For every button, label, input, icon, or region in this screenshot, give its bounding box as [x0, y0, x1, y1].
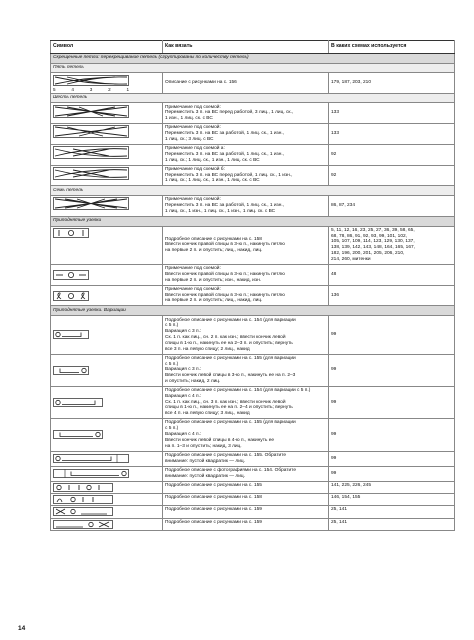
how-text: Подробное описание с рисунками на с. 155 (для вариации с 5 п.) Вариация с 4 п.: Ввести кончик левой спицы в 4-ю п., накинуть ее на п. 1–3 и опустить; накид, 3 лиц. [165, 420, 296, 449]
knot-variation-icon [53, 430, 103, 439]
how-cell [163, 493, 329, 505]
symbol-five-cross [51, 73, 163, 93]
crossed-stitches-icon [53, 125, 129, 138]
schemes-cell [329, 481, 455, 493]
how-text: Примечание под схемой a: Переместить 3 п. на ВС за работой, 1 лиц. ск., 1 изн., 1 лиц. ск.; 1 лиц. ск., 1 изн., 1 лиц. ск. с ВС [165, 146, 285, 163]
schemes-text: 133 [331, 110, 340, 116]
schemes-text: 99 [331, 367, 337, 373]
schemes-cell [329, 103, 455, 124]
symbol-variation-4b [51, 419, 163, 451]
how-text: Примечание под схемой: Ввести кончик правой спицы в 3-ю п.; накинуть петлю на первые 2 п. и опустить; изн., накид, изн. [165, 266, 285, 283]
schemes-text: 92 [331, 172, 337, 178]
stitch-number: 3 [89, 86, 93, 92]
section-seven: Семь петель [51, 186, 455, 196]
how-text: Примечание под схемой: Ввести кончик правой спицы в 3-ю п.; накинуть петлю на первые 2 п. и опустить; лиц., накид, лиц. [165, 286, 285, 304]
how-cell [163, 285, 329, 306]
how-text: Примечание под схемой: Переместить 3 п. на ВС за работой, 1 лиц. ск., 1 изн., 1 лиц. ск., 1 изн., 1 лиц. ск., 1 изн., 1 лиц. ск. с ВС [165, 197, 285, 214]
how-cell [163, 451, 329, 466]
header-symbol: Символ [51, 41, 163, 54]
how-cell [163, 481, 329, 493]
schemes-cell [329, 195, 455, 216]
how-text: Подробное описание с рисунками на с. 155 (для вариации с 5 п.) Вариация с 3 п.: Ввести кончик левой спицы в 3-ю п., накинуть ее на п. 2–3 и опустить; накид, 2 лиц. [165, 355, 296, 384]
how-text: Подробное описание с рисунками на с. 154 (для вариации с 5 п.) Вариация с 3 п.: Ск. 1 п. как лиц., сн. 2 п. как изн.; ввести кончик левой спицы в 1-ю п., накинуть ее на 2–3 п. и опустить; вернуть все 3 п. на левую спицу; 2 лиц., накид [165, 317, 296, 352]
knot-sequence-icon [53, 495, 113, 504]
how-cell [163, 316, 329, 354]
schemes-text: 99 [331, 399, 337, 405]
symbol-raised-knot-purl [51, 264, 163, 285]
schemes-text: 99 [331, 470, 337, 476]
symbol-knot-wide-2 [51, 493, 163, 505]
schemes-text: 25, 141 [331, 507, 348, 513]
schemes-cell [329, 165, 455, 186]
schemes-cell [329, 354, 455, 386]
symbols-table [50, 40, 455, 531]
symbol-variation-wide-a [51, 451, 163, 466]
schemes-cell [329, 73, 455, 93]
symbol-six-cross-b [51, 124, 163, 145]
schemes-cell [329, 316, 455, 354]
table-row [51, 466, 455, 481]
knot-cross-icon [53, 507, 113, 516]
how-cell [163, 466, 329, 481]
table-row [51, 124, 455, 145]
how-cell [163, 518, 329, 530]
stitch-numbers [53, 87, 129, 92]
how-cell [163, 144, 329, 165]
schemes-text: 5, 11, 12, 16, 23, 25, 27, 36, 39, 58, 65, 68, 78, 86, 91, 92, 93, 99, 101, 102, 105, 107, 109, 114, 123, 129, 130, 137, 138, 139, 142, 143, 148, 164, 165, 167, 182, 196, 200, 201, 205, 206, 210, 214, 260, митенки [331, 227, 416, 262]
raised-knot-icon [53, 228, 89, 238]
how-cell [163, 195, 329, 216]
how-cell [163, 386, 329, 418]
symbol-knot-cross-2 [51, 518, 163, 530]
symbol-six-cross-c [51, 144, 163, 165]
symbol-seven-cross [51, 195, 163, 216]
knot-sequence-icon [53, 483, 113, 492]
table-row [51, 451, 455, 466]
schemes-cell [329, 144, 455, 165]
symbol-six-cross [51, 103, 163, 124]
table-row [51, 316, 455, 354]
schemes-cell [329, 124, 455, 145]
table-row [51, 481, 455, 493]
crossed-stitches-icon [53, 105, 129, 118]
section-raised: Приподнятые узелки [51, 216, 455, 226]
how-text: Подробное описание с рисунками на с. 154 (для вариации с 5 п.) Вариация с 4 п.: Ск. 1 п. как лиц., сн. 3 п. как изн.; ввести кончик левой спицы в 1-ю п., накинуть ее на п. 2–4 и опустить; вернуть все 4 п. на левую спицу; 3 лиц., накид [165, 388, 311, 417]
how-text: Примечание под схемой: Переместить 3 п. на ВС за работой, 1 лиц. ск., 1 изн., 1 лиц. ск.; 3 лиц. с ВС [165, 125, 285, 142]
table-row [51, 195, 455, 216]
stitch-number: 5 [53, 86, 56, 92]
how-cell [163, 419, 329, 451]
schemes-cell [329, 506, 455, 518]
how-cell [163, 264, 329, 285]
knot-variation-icon [53, 366, 89, 375]
table-row [51, 506, 455, 518]
table-row [51, 354, 455, 386]
symbol-knot-cross-1 [51, 506, 163, 518]
schemes-cell [329, 493, 455, 505]
knot-variation-icon [53, 398, 103, 407]
how-cell [163, 103, 329, 124]
schemes-cell [329, 451, 455, 466]
schemes-text: 99 [331, 455, 337, 461]
table-row [51, 285, 455, 306]
crossed-stitches-icon [53, 167, 129, 180]
table-row [51, 518, 455, 530]
schemes-text: 25, 141 [331, 519, 348, 525]
symbol-six-cross-d [51, 165, 163, 186]
symbol-variation-4a [51, 386, 163, 418]
schemes-text: 136 [331, 292, 340, 298]
table-row [51, 144, 455, 165]
how-cell [163, 226, 329, 264]
knot-variation-icon [53, 469, 129, 478]
schemes-text: 99 [331, 332, 337, 338]
how-text: Подробное описание с рисунками на с. 155. Обратите внимание: пустой квадратик — лиц. [165, 452, 287, 464]
stitch-number: 1 [126, 86, 129, 92]
schemes-cell [329, 285, 455, 306]
knot-variation-icon [53, 454, 129, 463]
how-cell [163, 165, 329, 186]
table-row [51, 103, 455, 124]
how-text: Описание с рисунками на с. 156 [165, 80, 237, 86]
symbol-raised-knot-knit [51, 226, 163, 264]
crossed-stitches-icon [53, 146, 129, 159]
how-cell [163, 124, 329, 145]
schemes-text: 179, 187, 203, 210 [331, 80, 372, 86]
how-text: Примечание под схемой б: Переместить 3 п. на ВС перед работой, 1 лиц. ск., 1 изн., 1 лиц. ск.; 1 лиц. ск., 1 изн., 1 лиц. ск. с ВС [165, 166, 293, 184]
header-schemes: В каких схемах используется [329, 41, 455, 54]
symbol-variation-wide-b [51, 466, 163, 481]
how-cell [163, 506, 329, 518]
raised-knot-purl-icon [53, 270, 89, 280]
how-text: Подробное описание с рисунками на с. 155 [165, 482, 262, 488]
stitch-number: 2 [108, 86, 111, 92]
section-raised-variations: Приподнятые узелки. Вариации [51, 306, 455, 316]
schemes-cell [329, 226, 455, 264]
table-row [51, 264, 455, 285]
schemes-text: 86, 87, 234 [331, 202, 356, 208]
table-header [51, 41, 455, 54]
schemes-text: 133 [331, 131, 340, 137]
how-text: Подробное описание с рисунками на с. 159 [165, 507, 262, 513]
schemes-text: 99 [331, 432, 337, 438]
crossed-stitches-icon [53, 197, 129, 210]
section-five: Пять петель [51, 63, 455, 73]
schemes-text: 92 [331, 151, 337, 157]
schemes-cell [329, 419, 455, 451]
table-row [51, 386, 455, 418]
table-row [51, 419, 455, 451]
knot-cross-icon [53, 520, 113, 529]
how-text: Подробное описание с рисунками на с. 158 [165, 495, 262, 501]
table-row [51, 165, 455, 186]
how-text: Подробное описание с фотографиями на с. 154. Обратите внимание: пустой квадратик — лиц. [165, 467, 296, 479]
how-text: Примечание под схемой: Переместить 3 п. на ВС перед работой, 3 лиц., 1 лиц. ск., 1 изн., 1 лиц. ск. с ВС [165, 104, 294, 122]
schemes-text: 48 [331, 271, 337, 277]
how-cell [163, 354, 329, 386]
table-row [51, 73, 455, 93]
symbol-knot-wide-1 [51, 481, 163, 493]
crossed-stitches-icon [53, 75, 129, 86]
schemes-cell [329, 466, 455, 481]
how-cell [163, 73, 329, 93]
raised-knot-twisted-icon [53, 291, 89, 301]
schemes-text: 141, 225, 226, 245 [331, 482, 372, 488]
table-row [51, 226, 455, 264]
page-number: 14 [18, 625, 26, 632]
schemes-cell [329, 386, 455, 418]
symbol-variation-3b [51, 354, 163, 386]
how-text: Подробное описание с рисунками на с. 159 [165, 519, 262, 525]
header-how: Как вязать [163, 41, 329, 54]
table-row [51, 493, 455, 505]
schemes-text: 146, 154, 155 [331, 495, 361, 501]
schemes-cell [329, 264, 455, 285]
stitch-number: 4 [71, 86, 74, 92]
knot-variation-icon [53, 330, 89, 339]
how-text: Подробное описание с рисунками на с. 158 Ввести кончик правой спицы в 3-ю п., накинуть петлю на первые 2 п. и опустить; лиц., накид, лиц. [165, 236, 285, 254]
section-six: Шесть петель [51, 93, 455, 103]
section-crossed: Скрещенные петли: перекрещивание петель (сгруппированы по количеству петель) [51, 53, 455, 63]
symbol-raised-knot-twisted [51, 285, 163, 306]
schemes-cell [329, 518, 455, 530]
symbol-variation-3a [51, 316, 163, 354]
